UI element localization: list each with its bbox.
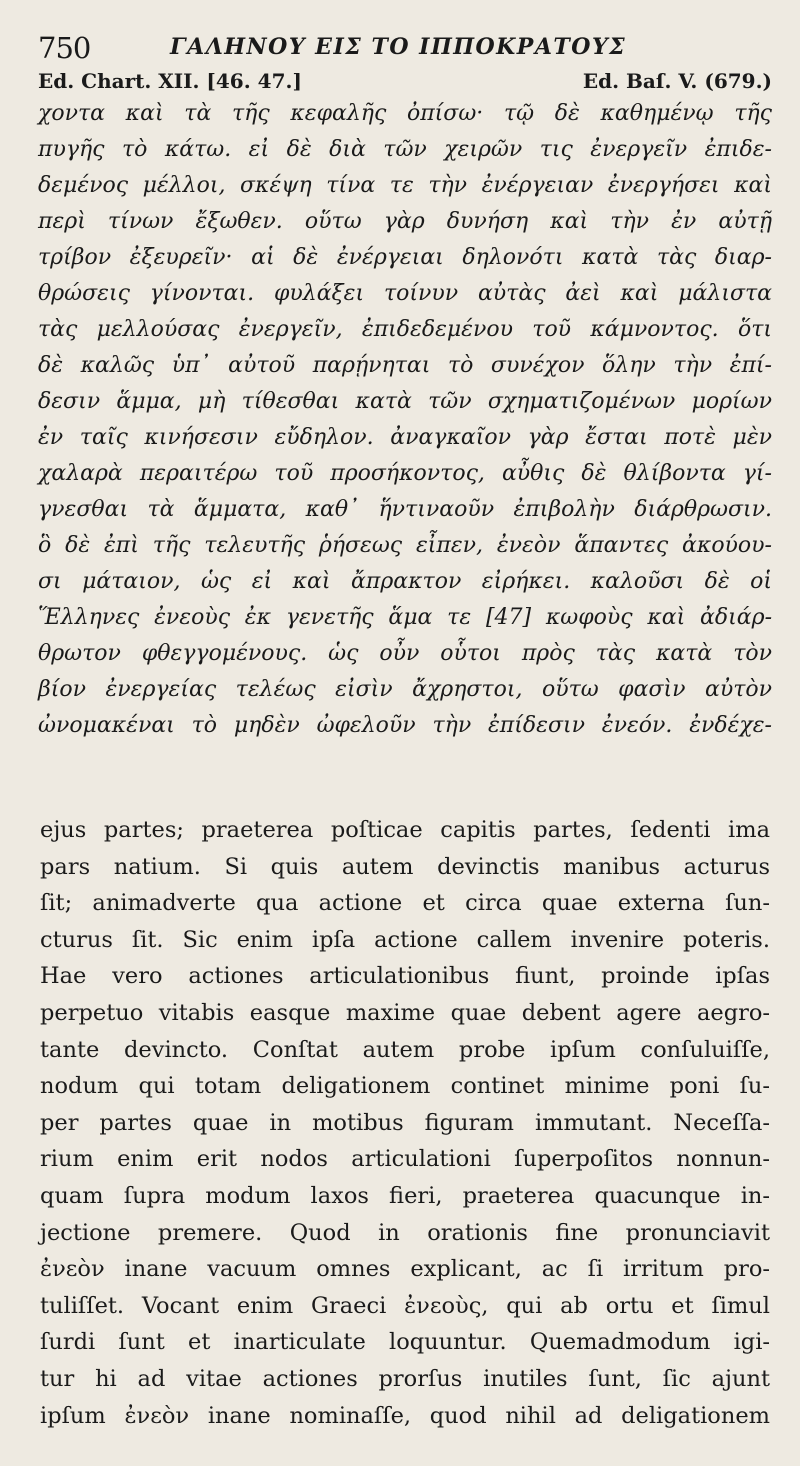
greek-text-line: περὶ τίνων ἔξωθεν. οὕτω γὰρ δυνήση καὶ τὴν ἐν αὐτῇ <box>38 209 772 234</box>
greek-text-line: τὰς μελλούσας ἐνεργεῖν, ἐπιδεδεμένου τοῦ κάμνοντος. ὅτι <box>38 317 772 342</box>
greek-text-line: θρωτον φθεγγομένους. ὡς οὖν οὗτοι πρὸς τὰς κατὰ τὸν <box>38 641 772 666</box>
greek-text-line: χαλαρὰ περαιτέρω τοῦ προσήκοντος, αὖθις δὲ θλίβοντα γί- <box>38 461 772 486</box>
latin-text-line: ἐνεὸν inane vacuum omnes explicant, ac ſi irritum pro- <box>40 1256 770 1283</box>
latin-text-line: perpetuo vitabis easque maxime quae debent agere aegro- <box>40 999 770 1026</box>
greek-text-line: γνεσθαι τὰ ἅμματα, καθ᾽ ἥντιναοῦν ἐπιβολὴν διάρθρωσιν. <box>38 497 772 522</box>
latin-text-line: ejus partes; praeterea poſticae capitis partes, ſedenti ima <box>40 817 770 843</box>
latin-text-line: tur hi ad vitae actiones prorſus inutiles ſunt, ſic ajunt <box>40 1365 770 1392</box>
latin-text-line: pars natium. Si quis autem devinctis manibus acturus <box>40 853 770 880</box>
latin-text-line: nodum qui totam deligationem continet minime poni ſu- <box>40 1073 770 1100</box>
page-header <box>38 30 772 66</box>
greek-text-line: δὲ καλῶς ὑπ᾽ αὐτοῦ παρῄνηται τὸ συνέχον ὅλην τὴν ἐπί- <box>38 353 772 378</box>
latin-text-line: ipſum ἐνεὸν inane nominaſſe, quod nihil ad deligationem <box>40 1402 770 1429</box>
latin-text-line: tante devincto. Conſtat autem probe ipſum conſuluiſſe, <box>40 1036 770 1063</box>
latin-text-line: ſurdi ſunt et inarticulate loquuntur. Quemadmodum igi- <box>40 1329 770 1356</box>
greek-text-block <box>38 96 772 744</box>
latin-text-line: Hae vero actiones articulationibus fiunt, proinde ipſas <box>40 963 770 990</box>
greek-text-line: ὃ δὲ ἐπὶ τῆς τελευτῆς ῥήσεως εἶπεν, ἐνεὸν ἅπαντες ἀκούου- <box>38 533 772 558</box>
greek-text-line: πυγῆς τὸ κάτω. εἰ δὲ διὰ τῶν χειρῶν τις ἐνεργεῖν ἐπιδε- <box>38 137 772 162</box>
edition-reference-basel: Ed. Baſ. V. (679.) <box>582 69 772 93</box>
latin-text-line: jectione premere. Quod in orationis fine pronunciavit <box>40 1219 770 1246</box>
latin-text-line: ſit; animadverte qua actione et circa quae externa ſun- <box>40 890 770 917</box>
greek-text-line: χοντα καὶ τὰ τῆς κεφαλῆς ὀπίσω· τῷ δὲ καθημένῳ τῆς <box>38 101 772 126</box>
latin-text-block <box>40 812 770 1434</box>
greek-text-line: σι μάταιον, ὡς εἰ καὶ ἄπρακτον εἰρήκει. καλοῦσι δὲ οἱ <box>38 569 772 594</box>
latin-text-line: tuliſſet. Vocant enim Graeci ἐνεοὺς, qui ab ortu et ſimul <box>40 1292 770 1319</box>
edition-reference-chartier: Ed. Chart. XII. [46. 47.] <box>38 69 302 93</box>
greek-text-line: βίον ἐνεργείας τελέως εἰσὶν ἄχρηστοι, οὕτω φασὶν αὐτὸν <box>38 677 772 702</box>
latin-text-line: rium enim erit nodos articulationi ſuperpoſitos nonnun- <box>40 1146 770 1173</box>
greek-text-line: δεμένος μέλλοι, σκέψη τίνα τε τὴν ἐνέργειαν ἐνεργήσει καὶ <box>38 173 772 198</box>
latin-text-line: cturus ſit. Sic enim ipſa actione callem invenire poteris. <box>40 926 770 953</box>
greek-text-line: ὠνομακέναι τὸ μηδὲν ὠφελοῦν τὴν ἐπίδεσιν ἐνεόν. ἐνδέχε- <box>38 713 772 738</box>
latin-text-line: per partes quae in motibus figuram immutant. Neceſſa- <box>40 1109 770 1136</box>
greek-text-line: τρίβον ἐξευρεῖν· αἱ δὲ ἐνέργειαι δηλονότι κατὰ τὰς διαρ- <box>38 245 772 270</box>
page-number: 750 <box>38 31 91 65</box>
latin-text-line: quam ſupra modum laxos fieri, praeterea quacunque in- <box>40 1182 770 1209</box>
greek-text-line: Ἕλληνες ἐνεοὺς ἐκ γενετῆς ἅμα τε [47] κωφοὺς καὶ ἀδιάρ- <box>38 605 772 630</box>
running-title: ΓΑΛΗΝΟΥ ΕΙΣ ΤΟ ΙΠΠΟΚΡΑΤΟΥΣ <box>170 34 627 60</box>
edition-references <box>38 66 772 96</box>
greek-text-line: ἐν ταῖς κινήσεσιν εὔδηλον. ἀναγκαῖον γὰρ ἔσται ποτὲ μὲν <box>38 425 772 450</box>
greek-text-line: θρώσεις γίνονται. φυλάξει τοίνυν αὐτὰς ἀεὶ καὶ μάλιστα <box>38 281 772 306</box>
greek-text-line: δεσιν ἅμμα, μὴ τίθεσθαι κατὰ τῶν σχηματιζομένων μορίων <box>38 389 772 414</box>
